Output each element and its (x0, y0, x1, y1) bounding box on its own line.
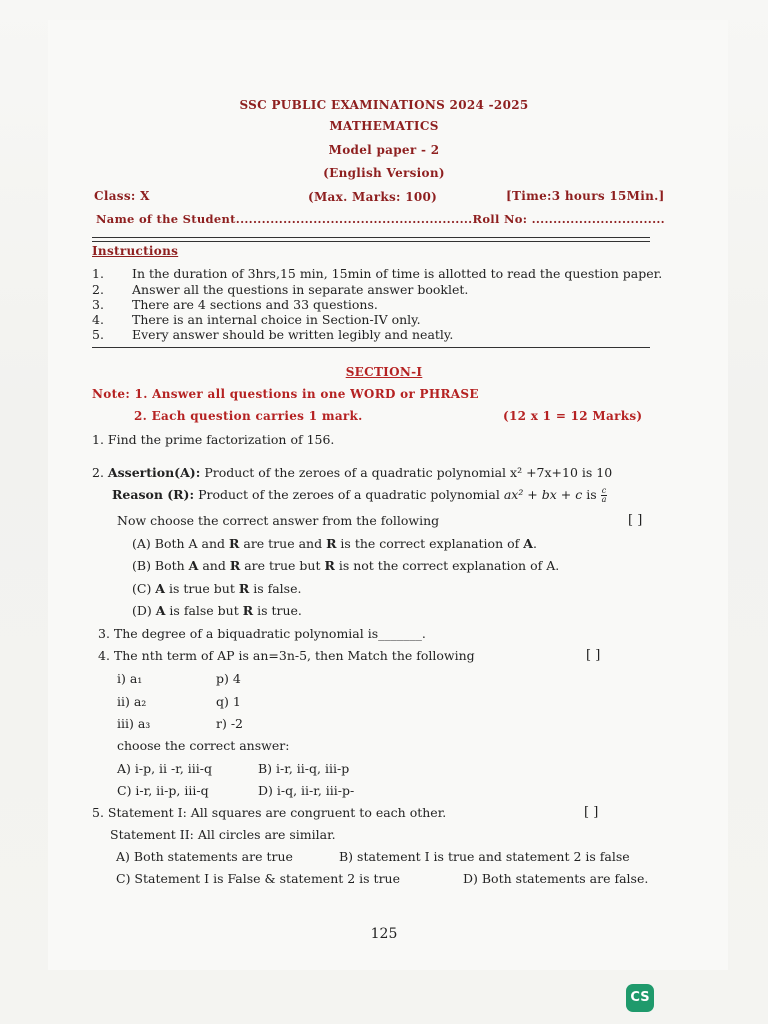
instruction-4-text: There is an internal choice in Section-IV only. (132, 312, 421, 327)
paper-title: Model paper - 2 (328, 143, 440, 157)
q5-option-a: A) Both statements are true (116, 849, 293, 864)
question-2-assertion (92, 465, 612, 480)
instruction-3-text: There are 4 sections and 33 questions. (132, 297, 378, 312)
question-4-stem: 4. The nth term of AP is an=3n-5, then Match the following (98, 648, 475, 663)
q5-option-d: D) Both statements are false. (463, 871, 649, 886)
question-4-answer-bracket: [ ] (586, 648, 601, 663)
q4-left-3: iii) a₃ (117, 716, 151, 731)
section-title: SECTION-I (345, 365, 423, 379)
q5-option-c: C) Statement I is False & statement 2 is true (116, 871, 400, 886)
student-name-roll-line: Name of the Student.......................................................Roll No: ............................... (96, 212, 665, 226)
instruction-5-text: Every answer should be written legibly and neatly. (132, 327, 454, 342)
section-marks: (12 x 1 = 12 Marks) (503, 409, 643, 423)
instructions-title: Instructions (92, 244, 179, 258)
question-2-option-d: (D) A is false but R is true. (132, 603, 302, 618)
q4-right-3: r) -2 (216, 716, 244, 731)
section-note-2: 2. Each question carries 1 mark. (134, 409, 363, 423)
instruction-2-text: Answer all the questions in separate answer booklet. (132, 282, 469, 297)
reason-is: is (586, 487, 597, 502)
q4-right-2: q) 1 (216, 694, 241, 709)
instruction-1-num: 1. (92, 266, 104, 281)
question-2-reason (112, 487, 607, 504)
camscanner-logo-icon: CS (626, 984, 654, 1012)
q4-option-c: C) i-r, ii-p, iii-q (117, 783, 209, 798)
exam-title: SSC PUBLIC EXAMINATIONS 2024 -2025 (239, 98, 529, 112)
section-note-1: Note: 1. Answer all questions in one WORD or PHRASE (92, 387, 479, 401)
instruction-2-num: 2. (92, 282, 104, 297)
question-5-answer-bracket: [ ] (584, 805, 599, 820)
fraction-numerator: c (601, 486, 607, 495)
question-5-statement-1: 5. Statement I: All squares are congruent to each other. (92, 805, 447, 820)
version-label: (English Version) (323, 166, 445, 180)
question-2-num: 2. (92, 465, 104, 480)
reason-label: Reason (R): (112, 487, 195, 502)
max-marks-label: (Max. Marks: 100) (308, 190, 438, 204)
time-label: [Time:3 hours 15Min.] (506, 189, 665, 203)
q5-option-b: B) statement I is true and statement 2 is false (339, 849, 630, 864)
q4-choose: choose the correct answer: (117, 738, 290, 753)
class-label: Class: X (94, 189, 150, 203)
q4-left-2: ii) a₂ (117, 694, 147, 709)
question-2-option-c: (C) A is true but R is false. (132, 581, 302, 596)
assertion-label: Assertion(A): (107, 465, 201, 480)
q4-option-d: D) i-q, ii-r, iii-p- (258, 783, 355, 798)
q4-left-1: i) a₁ (117, 671, 143, 686)
q4-option-a: A) i-p, ii -r, iii-q (117, 761, 213, 776)
question-2-choose: Now choose the correct answer from the following (117, 513, 440, 528)
fraction-c-over-a (601, 487, 608, 504)
reason-expression: ax² + bx + c (503, 487, 583, 502)
instruction-4-num: 4. (92, 312, 104, 327)
instruction-3-num: 3. (92, 297, 104, 312)
divider-instructions (92, 347, 650, 348)
divider-top-1 (92, 237, 650, 238)
reason-text: Product of the zeroes of a quadratic polynomial (198, 487, 500, 502)
question-2-option-b: (B) Both A and R are true but R is not the correct explanation of A. (132, 558, 560, 573)
q4-option-b: B) i-r, ii-q, iii-p (258, 761, 350, 776)
instruction-1-text: In the duration of 3hrs,15 min, 15min of time is allotted to read the question paper. (132, 266, 663, 281)
assertion-text: Product of the zeroes of a quadratic polynomial x² +7x+10 is 10 (204, 465, 613, 480)
question-3: 3. The degree of a biquadratic polynomial is_______. (98, 626, 426, 641)
page-number: 125 (370, 926, 398, 942)
q4-right-1: p) 4 (216, 671, 241, 686)
question-1: 1. Find the prime factorization of 156. (92, 432, 335, 447)
question-5-statement-2: Statement II: All circles are similar. (110, 827, 336, 842)
question-2-answer-bracket: [ ] (628, 513, 643, 528)
subject-title: MATHEMATICS (329, 119, 439, 133)
question-2-option-a: (A) Both A and R are true and R is the correct explanation of A. (132, 536, 537, 551)
instruction-5-num: 5. (92, 327, 104, 342)
fraction-denominator: a (601, 495, 607, 504)
divider-top-2 (92, 241, 650, 242)
